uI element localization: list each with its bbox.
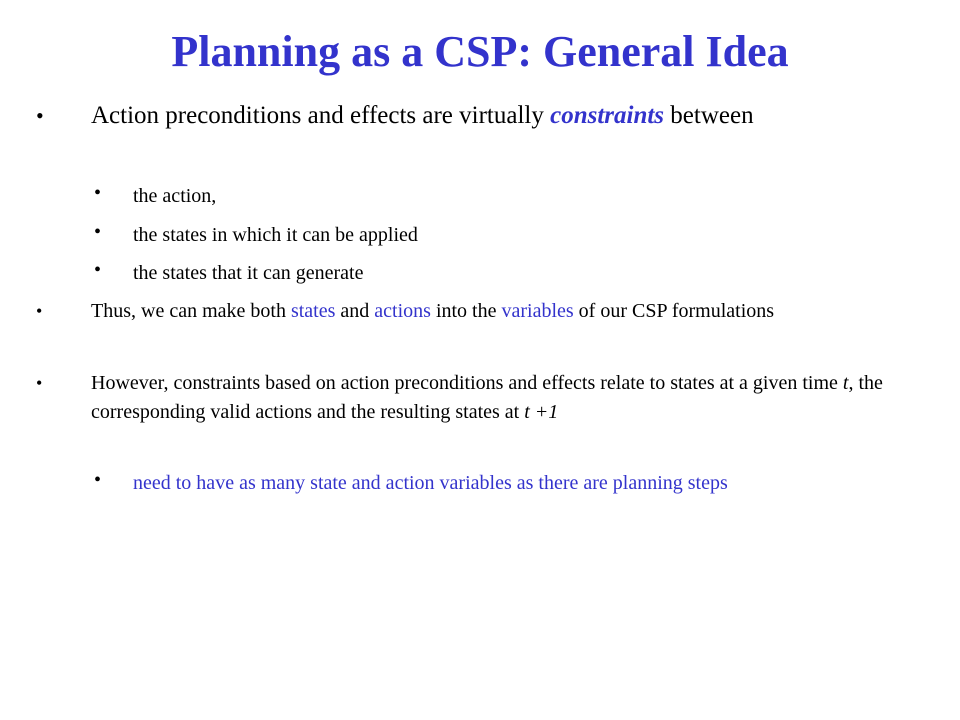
bullet-glyph: • <box>36 373 43 393</box>
bullet-glyph: • <box>36 103 44 128</box>
bullet-glyph: • <box>94 221 102 243</box>
sub-bullet-text: the action, <box>133 185 217 207</box>
sub-bullet-text: need to have as many state and action variables as there are planning steps <box>133 472 728 494</box>
bullet-text: Action preconditions and effects are virtually constraints between <box>91 102 754 129</box>
sub-bullet-text: the states that it can generate <box>133 262 364 284</box>
bullet-glyph: • <box>94 182 102 204</box>
slide-title: Planning as a CSP: General Idea <box>171 27 789 76</box>
bullet-glyph: • <box>36 301 43 321</box>
highlight-states: states <box>290 300 336 322</box>
time-variable-t: t <box>842 372 849 394</box>
highlight-variables: variables <box>501 300 574 322</box>
time-variable-t-plus-1: t +1 <box>524 401 559 423</box>
bullet-text: However, constraints based on action preconditions and effects relate to states at a given time t, the corresponding valid actions and the resulting states at t +1 <box>91 372 883 423</box>
bullet-glyph: • <box>94 259 102 281</box>
highlight-actions: actions <box>374 300 431 322</box>
bullet-glyph: • <box>94 469 102 491</box>
bullet-text: Thus, we can make both states and actions into the variables of our CSP formulations <box>91 300 775 322</box>
sub-bullet-text: the states in which it can be applied <box>133 224 418 246</box>
emphasis-constraints: constraints <box>550 102 665 129</box>
